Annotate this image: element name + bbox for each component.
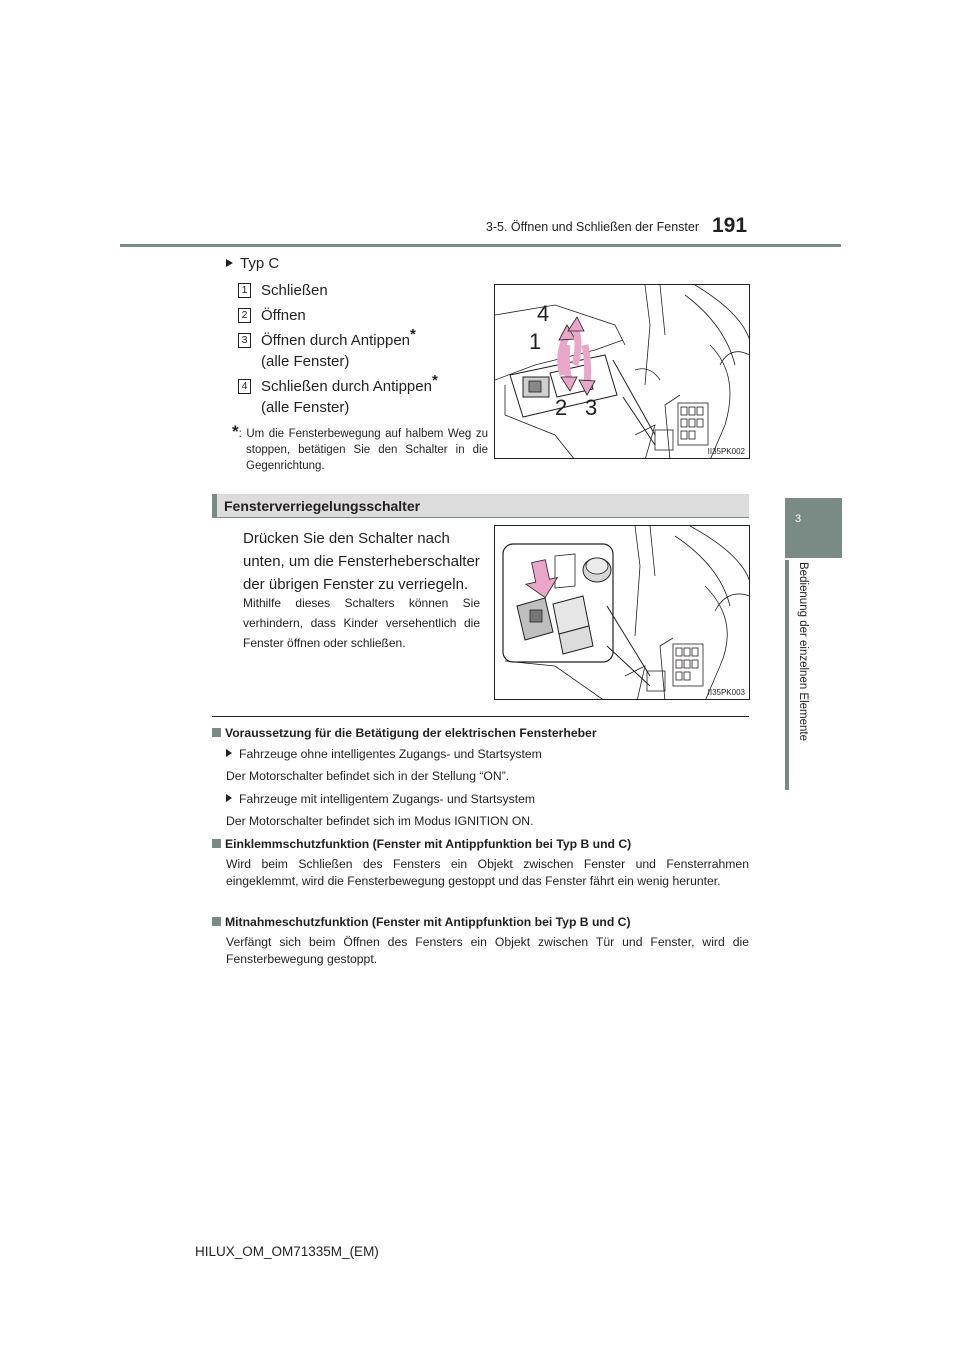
chapter-tab bbox=[785, 498, 842, 558]
header-rule bbox=[120, 244, 841, 247]
lock-switch-illustration bbox=[494, 525, 750, 700]
content-rule bbox=[212, 716, 749, 717]
number-badge: 1 bbox=[238, 283, 251, 298]
number-badge: 3 bbox=[238, 333, 251, 348]
catch-protection-heading-text: Mitnahmeschutzfunktion (Fenster mit Antippfunktion bei Typ B und C) bbox=[225, 915, 631, 929]
list-item bbox=[238, 372, 488, 418]
lock-switch-text: Drücken Sie den Schalter nach unten, um die Fensterheberschalter der übrigen Fenster zu verriegeln. bbox=[243, 530, 480, 593]
variant-1-text: Fahrzeuge ohne intelligentes Zugangs- und Startsystem bbox=[239, 747, 542, 761]
lock-switch-drawing bbox=[495, 526, 750, 700]
list-item-text: Öffnen durch Antippen bbox=[261, 332, 411, 349]
list-item bbox=[238, 326, 488, 372]
variant-2-text: Fahrzeuge mit intelligentem Zugangs- und Startsystem bbox=[239, 792, 536, 806]
footnote-text: : Um die Fensterbewegung auf halbem Weg zu stoppen, betätigen Sie den Schalter in die Gegenrichtung. bbox=[238, 428, 488, 472]
section-title: Fensterverriegelungsschalter bbox=[224, 498, 421, 514]
footnote bbox=[232, 424, 488, 474]
list-item bbox=[238, 305, 488, 326]
chapter-tab-label: Bedienung der einzelnen Elemente bbox=[797, 562, 809, 742]
page-number: 191 bbox=[712, 214, 748, 237]
number-badge: 2 bbox=[238, 308, 251, 323]
list-item-subtext: (alle Fenster) bbox=[261, 353, 350, 370]
catch-protection-heading bbox=[212, 914, 749, 931]
callout-label: 2 bbox=[555, 395, 568, 420]
chapter-tab-number: 3 bbox=[795, 513, 802, 525]
list-item-text: Öffnen bbox=[261, 307, 306, 324]
prereq-heading bbox=[212, 725, 749, 742]
type-c-heading bbox=[226, 255, 279, 272]
jam-protection-body: Wird beim Schließen des Fensters ein Objekt zwischen Fenster und Fensterrahmen eingeklemmt, wird die Fensterbewegung gestoppt und das Fenster fährt ein wenig herunter. bbox=[226, 857, 749, 888]
variant-1-heading bbox=[212, 746, 749, 763]
figure-code: II35PK003 bbox=[707, 688, 745, 697]
square-bullet-icon bbox=[212, 917, 221, 926]
type-c-heading-text: Typ C bbox=[240, 255, 280, 272]
window-switch-drawing bbox=[495, 285, 750, 459]
callout-label: 1 bbox=[529, 329, 542, 354]
type-c-list bbox=[238, 280, 488, 418]
prereq-heading-text: Voraussetzung für die Betätigung der elektrischen Fensterheber bbox=[225, 726, 597, 740]
list-item-subtext: (alle Fenster) bbox=[261, 399, 350, 416]
variant-2-heading bbox=[212, 791, 749, 808]
triangle-bullet-icon bbox=[226, 794, 232, 802]
list-item-text: Schließen bbox=[261, 282, 328, 299]
triangle-bullet-icon bbox=[226, 259, 233, 267]
figure-code: II35PK002 bbox=[707, 447, 745, 456]
footnote-marker: * bbox=[232, 422, 239, 441]
catch-protection-body: Verfängt sich beim Öffnen des Fensters ein Objekt zwischen Tür und Fenster, wird die Fensterbewegung gestoppt. bbox=[226, 935, 749, 966]
footnote-star: * bbox=[410, 326, 416, 343]
footnote-star: * bbox=[431, 372, 438, 389]
list-item bbox=[238, 280, 488, 301]
number-badge: 4 bbox=[238, 379, 251, 394]
section-bar-accent bbox=[212, 494, 217, 518]
window-switch-illustration bbox=[494, 284, 750, 459]
square-bullet-icon bbox=[212, 839, 221, 848]
callout-label: 4 bbox=[537, 301, 550, 326]
callout-label: 3 bbox=[585, 395, 598, 420]
document-code: HILUX_OM_OM71335M_(EM) bbox=[195, 1244, 379, 1259]
running-header-title: 3-5. Öffnen und Schließen der Fenster bbox=[485, 220, 699, 234]
variant-2-body: Der Motorschalter befindet sich im Modus IGNITION ON. bbox=[226, 814, 534, 828]
triangle-bullet-icon bbox=[226, 749, 232, 757]
lock-switch-subtext: Mithilfe dieses Schalters können Sie verhindern, dass Kinder versehentlich die Fenster öffnen oder schließen. bbox=[243, 596, 480, 650]
variant-1-body: Der Motorschalter befindet sich in der Stellung “ON”. bbox=[226, 769, 510, 783]
list-item-text: Schließen durch Antippen bbox=[261, 378, 432, 395]
chapter-tab-bar bbox=[785, 560, 789, 790]
jam-protection-heading-text: Einklemmschutzfunktion (Fenster mit Antippfunktion bei Typ B und C) bbox=[225, 837, 632, 851]
jam-protection-heading bbox=[212, 836, 749, 853]
square-bullet-icon bbox=[212, 728, 221, 737]
